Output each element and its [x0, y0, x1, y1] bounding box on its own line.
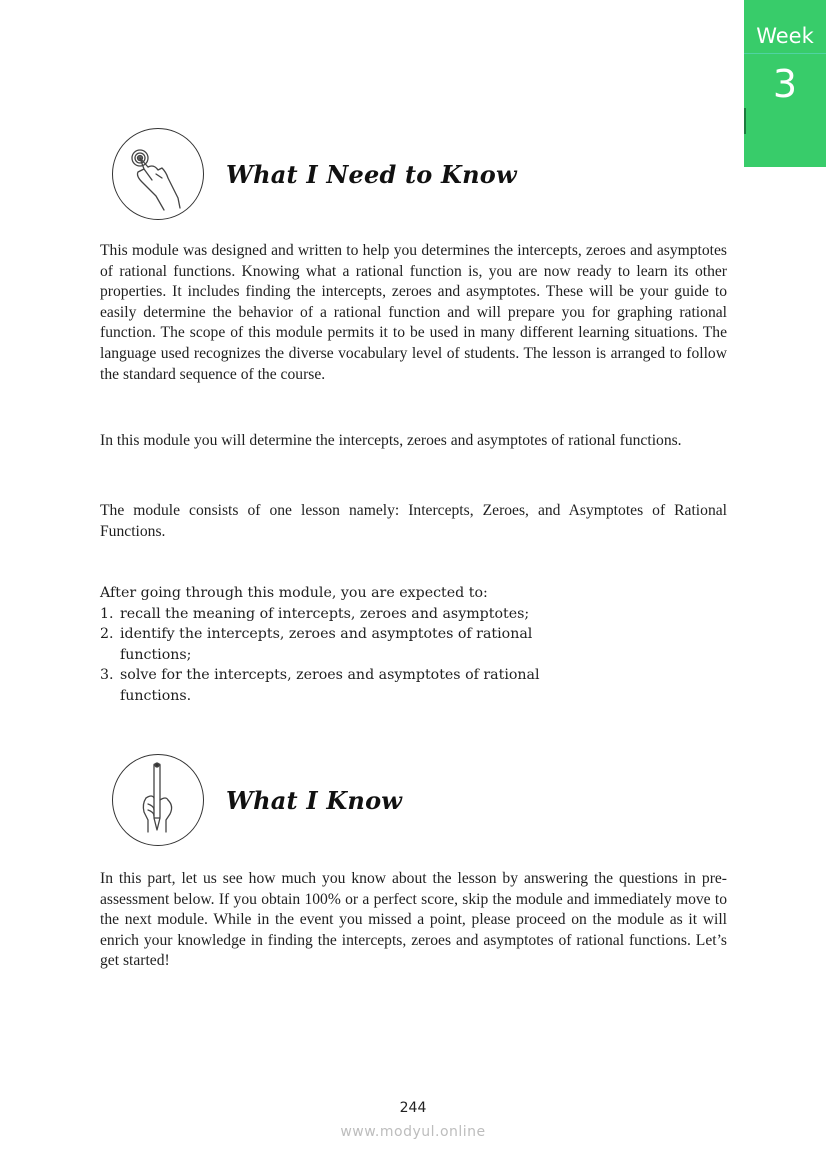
objectives-list — [100, 604, 560, 707]
intro-paragraph: This module was designed and written to help you determines the intercepts, zeroes and asymptotes of rational functions. Knowing what a rational function is, you are now ready to learn its other properties. It includes finding the intercepts, zeroes and asymptotes. These will be your guide to easily determine the behavior of a rational function and will prepare you for graphing rational function. The scope of this module permits it to be used in many different learning situations. The language used recognizes the diverse vocabulary level of students. The lesson is arranged to follow the standard sequence of the course. — [100, 242, 727, 383]
objectives-intro: After going through this module, you are expected to: — [100, 585, 488, 601]
section-title: What I Know — [226, 785, 403, 815]
watermark: www.modyul.online — [340, 1124, 486, 1140]
objective-item: 3. solve for the intercepts, zeroes and asymptotes of rational functions. — [100, 667, 540, 704]
page-number: 244 — [399, 1100, 427, 1116]
objectives-block — [100, 583, 560, 707]
objective-item: 1. recall the meaning of intercepts, zeroes and asymptotes; — [100, 605, 530, 622]
hand-pointer-icon — [112, 128, 204, 220]
week-number: 3 — [772, 62, 798, 106]
module-lesson-paragraph: The module consists of one lesson namely: Intercepts, Zeroes, and Asymptotes of Rational Functions. — [100, 502, 727, 540]
week-tab-tick — [744, 108, 746, 134]
week-tab — [744, 0, 826, 167]
section-header-what-i-need-to-know — [112, 128, 517, 220]
section-header-what-i-know — [112, 754, 402, 846]
week-tab-divider — [744, 53, 826, 54]
hand-pencil-icon — [112, 754, 204, 846]
section-title: What I Need to Know — [226, 159, 517, 189]
week-label: Week — [756, 24, 814, 48]
module-goal-paragraph: In this module you will determine the intercepts, zeroes and asymptotes of rational functions. — [100, 432, 682, 449]
what-i-know-paragraph: In this part, let us see how much you know about the lesson by answering the questions in pre-assessment below. If you obtain 100% or a perfect score, skip the module and immediately move to the next module. While in the event you missed a point, please proceed on the module as it will enrich your knowledge in finding the intercepts, zeroes and asymptotes of rational functions. Let’s get started! — [100, 870, 727, 970]
objective-item: 2. identify the intercepts, zeroes and asymptotes of rational functions; — [100, 626, 533, 663]
